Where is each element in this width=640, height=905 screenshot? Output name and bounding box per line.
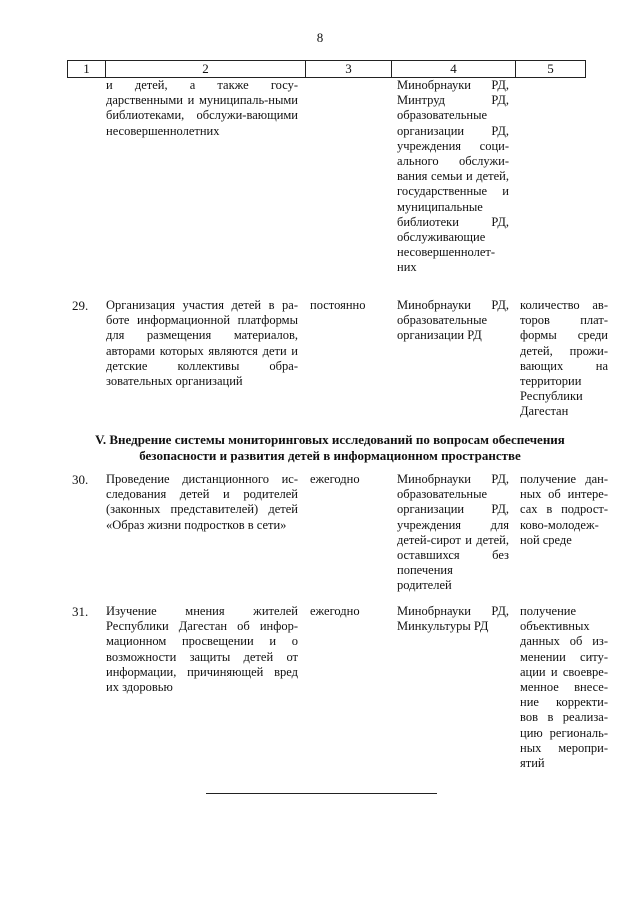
closing-rule — [206, 793, 437, 794]
section-title: V. Внедрение системы мониторинговых исследований по вопросам обеспечения безопасности и развития детей в информационном пространстве — [95, 432, 565, 463]
row-number: 30. — [72, 472, 89, 487]
row-executors: Минобрнауки РД, образовательные организации РД, учреждения для детей-сирот и детей, оставшихся без попечения родителей — [397, 472, 509, 593]
row-deadline: постоянно — [310, 298, 366, 312]
row-result: количество ав-торов плат-формы среди детей, прожи-вающих на территории Республики Дагестан — [520, 298, 608, 419]
row-executors: Минобрнауки РД, образовательные организации РД — [397, 298, 509, 343]
row-number: 29. — [72, 298, 89, 313]
row-number: 31. — [72, 604, 89, 619]
row-result: получение объективных данных об из-менении ситу-ации и своевре-менное внесе-ние корректи-вов в реализа-цию региональ-ных меропри-ятий — [520, 604, 608, 771]
row-executors: Минобрнауки РД, Минкультуры РД — [397, 604, 509, 634]
row-description: Изучение мнения жителей Республики Дагестан об инфор-мационном просвещении и о возможности защиты детей от информации, причиняющей вред их здоровью — [106, 604, 298, 695]
row-result: получение дан-ных об интере-сах в подрост-ково-молодеж-ной среде — [520, 472, 608, 547]
row-description: и детей, а также госу-дарственными и муниципаль-ными библиотеками, обслужи-вающими несовершеннолетних — [106, 78, 298, 138]
table-header — [67, 60, 586, 78]
header-col-3: 3 — [306, 61, 392, 77]
row-description: Организация участия детей в ра-боте информационной платформы для размещения материалов, авторами которых являются дети и детские коллективы обра-зовательных организаций — [106, 298, 298, 389]
header-col-2: 2 — [106, 61, 306, 77]
row-description: Проведение дистанционного ис-следования детей и родителей (законных представителей) детей «Образ жизни подростков в сети» — [106, 472, 298, 532]
page-number: 8 — [316, 30, 324, 45]
header-col-1: 1 — [68, 61, 106, 77]
header-col-5: 5 — [516, 61, 586, 77]
row-executors: Минобрнауки РД, Минтруд РД, образовательные организации РД, учреждения соци-ального обслужи-вания семьи и детей, государственные и муниципальные библиотеки РД, обслуживающие несовершеннолет-них — [397, 78, 509, 275]
row-deadline: ежегодно — [310, 472, 360, 486]
header-col-4: 4 — [392, 61, 516, 77]
row-deadline: ежегодно — [310, 604, 360, 618]
